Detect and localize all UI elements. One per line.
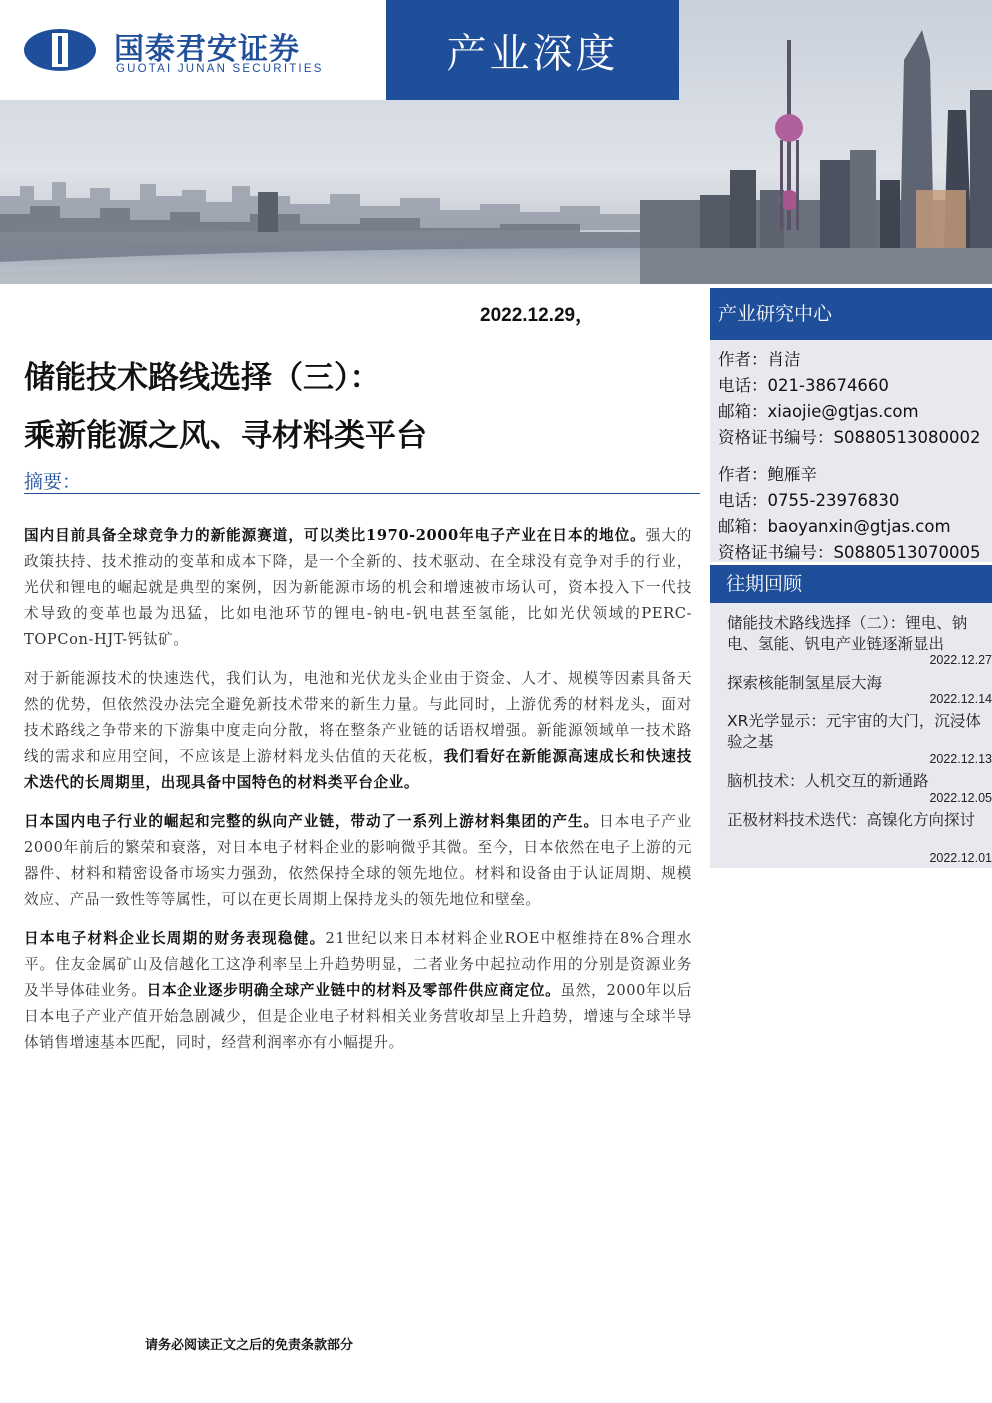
report-date-suffix: ， [575,305,595,326]
report-title-line1: 储能技术路线选择（三）： [24,360,381,396]
abstract-paragraph-1 [24,523,692,653]
abstract-paragraph-2 [24,666,692,796]
past-report-date-1: 2022.12.27 [929,653,992,667]
paragraph-text: 对于新能源技术的快速迭代，我们认为，电池和光伏龙头企业由于资金、人才、规模等因素具备天然的优势，但依然没办法完全避免新技术带来的新生力量。与此同时，上游优秀的材料龙头，面对技术路线之争带来的下游集中度走向分散，将在整条产业链的话语权增强。新能源领域单一技术路线的需求和应用空间，不应该是上游材料龙头估值的天花板， [24,670,692,765]
author-1-name: 作者：肖洁 [718,350,801,369]
abstract-paragraph-4 [24,926,692,1056]
author-1-cert: 资格证书编号：S0880513080002 [718,428,981,447]
past-reports-list [710,603,992,868]
author-2-name: 作者：鲍雁辛 [718,465,817,484]
author-2-phone: 电话：0755-23976830 [718,491,900,510]
abstract-paragraph-3 [24,809,692,913]
author-1-email[interactable]: 邮箱：xiaojie@gtjas.com [718,402,919,421]
company-name-en: GUOTAI JUNAN SECURITIES [116,63,324,75]
author-2-cert: 资格证书编号：S0880513070005 [718,543,981,562]
guotai-junan-logo-icon [22,28,98,72]
past-report-title-3[interactable]: XR光学显示：元宇宙的大门，沉浸体验之基 [727,712,981,751]
past-report-date-5: 2022.12.01 [929,851,992,865]
author-info-panel [710,340,992,562]
author-1-phone: 电话：021-38674660 [718,376,889,395]
header-banner [0,0,992,284]
paragraph-text: 强大的政策扶持、技术推动的变革和成本下降，是一个全新的、技术驱动、在全球没有竞争对手的行业，光伏和锂电的崛起就是典型的案例，因为新能源市场的机会和增速被市场认可，资本投入下一代技术导致的变革也最为迅猛，比如电池环节的锂电-钠电-钒电甚至氢能，比如光伏领域的PERC-TOPCon-HJT-钙钛矿。 [24,527,692,648]
paragraph-lead: 日本电子材料企业长周期的财务表现稳健。 [24,930,326,947]
paragraph-text: 虽然，2000年以后日本电子产业产值开始急剧减少，但是企业电子材料相关业务营收却呈上升趋势，增速与全球半导体销售增速基本匹配，同时，经营利润率亦有小幅提升。 [24,982,692,1051]
paragraph-lead: 国内目前具备全球竞争力的新能源赛道，可以类比1970-2000年电子产业在日本的地位。 [24,527,646,544]
abstract-divider [24,493,700,494]
report-type-label: 产业深度 [446,30,619,77]
report-type-banner [386,0,679,100]
author-2-email[interactable]: 邮箱：baoyanxin@gtjas.com [718,517,951,536]
paragraph-text: 日本电子产业2000年前后的繁荣和衰落，对日本电子材料企业的影响微乎其微。至今，日本依然在电子上游的元器件、材料和精密设备市场实力强劲，依然保持全球的领先地位。材料和设备由于认证周期、规模效应、产品一致性等等属性，可以在更长周期上保持龙头的领先地位和壁垒。 [24,813,693,908]
research-center-heading: 产业研究中心 [710,288,992,340]
company-name-cn: 国泰君安证券 [114,32,300,67]
past-reports-heading: 往期回顾 [710,565,992,603]
past-report-date-4: 2022.12.05 [929,791,992,805]
disclaimer-note: 请务必阅读正文之后的免责条款部分 [145,1338,354,1353]
paragraph-bold: 日本企业逐步明确全球产业链中的材料及零部件供应商定位。 [146,982,561,999]
past-report-title-5[interactable]: 正极材料技术迭代：高镍化方向探讨 [727,811,976,829]
past-report-date-3: 2022.12.13 [929,752,992,766]
abstract-body [24,523,692,1069]
past-report-title-4[interactable]: 脑机技术：人机交互的新通路 [727,772,929,790]
paragraph-tail: 我们看好在新能源高速成长和快速技术迭代的长周期里，出现具备中国特色的材料类平台企业。 [24,748,692,791]
report-title-line2: 乘新能源之风、寻材料类平台 [24,418,427,454]
past-report-title-2[interactable]: 探索核能制氢星辰大海 [727,674,883,692]
logo-area [0,0,386,100]
past-report-title-1[interactable]: 储能技术路线选择（二）：锂电、钠电、氢能、钒电产业链逐渐显出 [727,614,968,653]
paragraph-lead: 日本国内电子行业的崛起和完整的纵向产业链，带动了一系列上游材料集团的产生。 [24,813,600,830]
past-report-date-2: 2022.12.14 [929,692,992,706]
report-date [480,300,594,327]
abstract-label: 摘要： [24,471,82,493]
report-date-value: 2022.12.29 [480,305,576,326]
paragraph-text: 21世纪以来日本材料企业ROE中枢维持在8%合理水平。住友金属矿山及信越化工这净利率呈上升趋势明显，二者业务中起拉动作用的分别是资源业务及半导体硅业务。 [24,930,692,999]
